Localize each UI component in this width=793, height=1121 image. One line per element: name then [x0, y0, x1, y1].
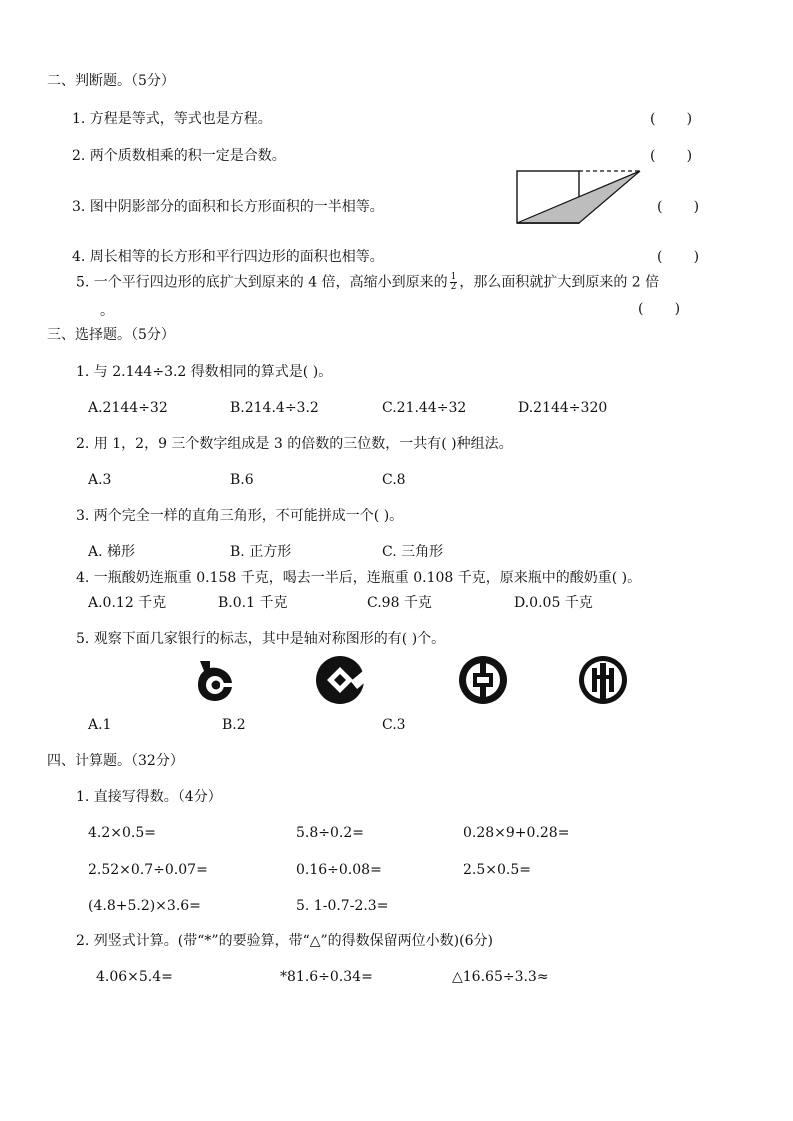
- choice-question-1: 1. 与 2.144÷3.2 得数相同的算式是( )。: [76, 364, 333, 380]
- judge-item-5-continuation: 。: [100, 303, 114, 319]
- bank-logo-2-icon: [315, 655, 369, 705]
- fraction-denominator: 2: [450, 282, 457, 292]
- q1-option-d[interactable]: D.2144÷320: [518, 400, 608, 416]
- q1-option-c[interactable]: C.21.44÷32: [382, 400, 467, 416]
- answer-blank-5[interactable]: ( ): [638, 301, 681, 317]
- judge-item-5-text-a: 5. 一个平行四边形的底扩大到原来的 4 倍，高缩小到原来的: [76, 274, 448, 291]
- calc-item: 4.2×0.5=: [88, 825, 156, 841]
- choice-question-3: 3. 两个完全一样的直角三角形，不可能拼成一个( )。: [76, 508, 404, 524]
- q3-option-b[interactable]: B. 正方形: [230, 544, 292, 560]
- q4-option-c[interactable]: C.98 千克: [367, 595, 432, 611]
- q5-option-a[interactable]: A.1: [88, 717, 112, 733]
- calc-item: 2.5×0.5=: [463, 862, 531, 878]
- vertical-calc-item: *81.6÷0.34=: [280, 969, 373, 985]
- q3-option-c[interactable]: C. 三角形: [382, 544, 444, 560]
- rectangle-shaded-triangle-figure: [514, 168, 644, 226]
- calc-item: 5. 1-0.7-2.3=: [296, 898, 389, 914]
- choice-question-4: 4. 一瓶酸奶连瓶重 0.158 千克，喝去一半后，连瓶重 0.108 千克，原来瓶中的酸奶重( )。: [76, 570, 642, 586]
- judge-item-5: [76, 273, 659, 292]
- calc-item: 0.16÷0.08=: [296, 862, 382, 878]
- choice-question-5: 5. 观察下面几家银行的标志，其中是轴对称图形的有( )个。: [76, 631, 446, 647]
- judge-item-1: 1. 方程是等式，等式也是方程。: [72, 111, 272, 127]
- section-4-title: 四、计算题。（32分）: [47, 753, 184, 769]
- q1-option-a[interactable]: A.2144÷32: [88, 400, 168, 416]
- judge-item-5-text-b: ，那么面积就扩大到原来的 2 倍: [459, 274, 660, 291]
- q3-option-a[interactable]: A. 梯形: [88, 544, 136, 560]
- vertical-calc-item: 4.06×5.4=: [96, 969, 173, 985]
- choice-question-2: 2. 用 1，2，9 三个数字组成是 3 的倍数的三位数，一共有( )种组法。: [76, 436, 513, 452]
- q2-option-c[interactable]: C.8: [382, 472, 406, 488]
- calc-sub-2-title: 2. 列竖式计算。(带“*”的要验算，带“△”的得数保留两位小数)(6分): [76, 933, 493, 949]
- q4-option-a[interactable]: A.0.12 千克: [88, 595, 167, 611]
- fraction-one-half: [450, 273, 458, 292]
- bank-logo-1-icon: [190, 655, 240, 705]
- q4-option-d[interactable]: D.0.05 千克: [514, 595, 593, 611]
- calc-sub-1-title: 1. 直接写得数。（4分）: [76, 789, 222, 805]
- q4-option-b[interactable]: B.0.1 千克: [218, 595, 288, 611]
- calc-item: 2.52×0.7÷0.07=: [88, 862, 208, 878]
- judge-item-3: 3. 图中阴影部分的面积和长方形面积的一半相等。: [72, 199, 384, 215]
- calc-item: 5.8÷0.2=: [296, 825, 364, 841]
- answer-blank-4[interactable]: ( ): [657, 249, 700, 265]
- q5-option-c[interactable]: C.3: [382, 717, 406, 733]
- vertical-calc-item: △16.65÷3.3≈: [452, 969, 549, 985]
- judge-item-2: 2. 两个质数相乘的积一定是合数。: [72, 148, 286, 164]
- answer-blank-3[interactable]: ( ): [657, 199, 700, 215]
- fraction-numerator: 1: [450, 272, 457, 282]
- q1-option-b[interactable]: B.214.4÷3.2: [230, 400, 319, 416]
- section-2-title: 二、判断题。（5分）: [47, 73, 175, 89]
- answer-blank-2[interactable]: ( ): [650, 148, 693, 164]
- bank-logo-4-icon: [577, 655, 631, 705]
- calc-item: 0.28×9+0.28=: [463, 825, 570, 841]
- q5-option-b[interactable]: B.2: [222, 717, 246, 733]
- bank-logo-3-icon: [456, 655, 510, 705]
- answer-blank-1[interactable]: ( ): [650, 111, 693, 127]
- judge-item-4: 4. 周长相等的长方形和平行四边形的面积也相等。: [72, 249, 384, 265]
- calc-item: (4.8+5.2)×3.6=: [88, 898, 201, 914]
- q2-option-b[interactable]: B.6: [230, 472, 254, 488]
- q2-option-a[interactable]: A.3: [88, 472, 112, 488]
- section-3-title: 三、选择题。（5分）: [47, 327, 175, 343]
